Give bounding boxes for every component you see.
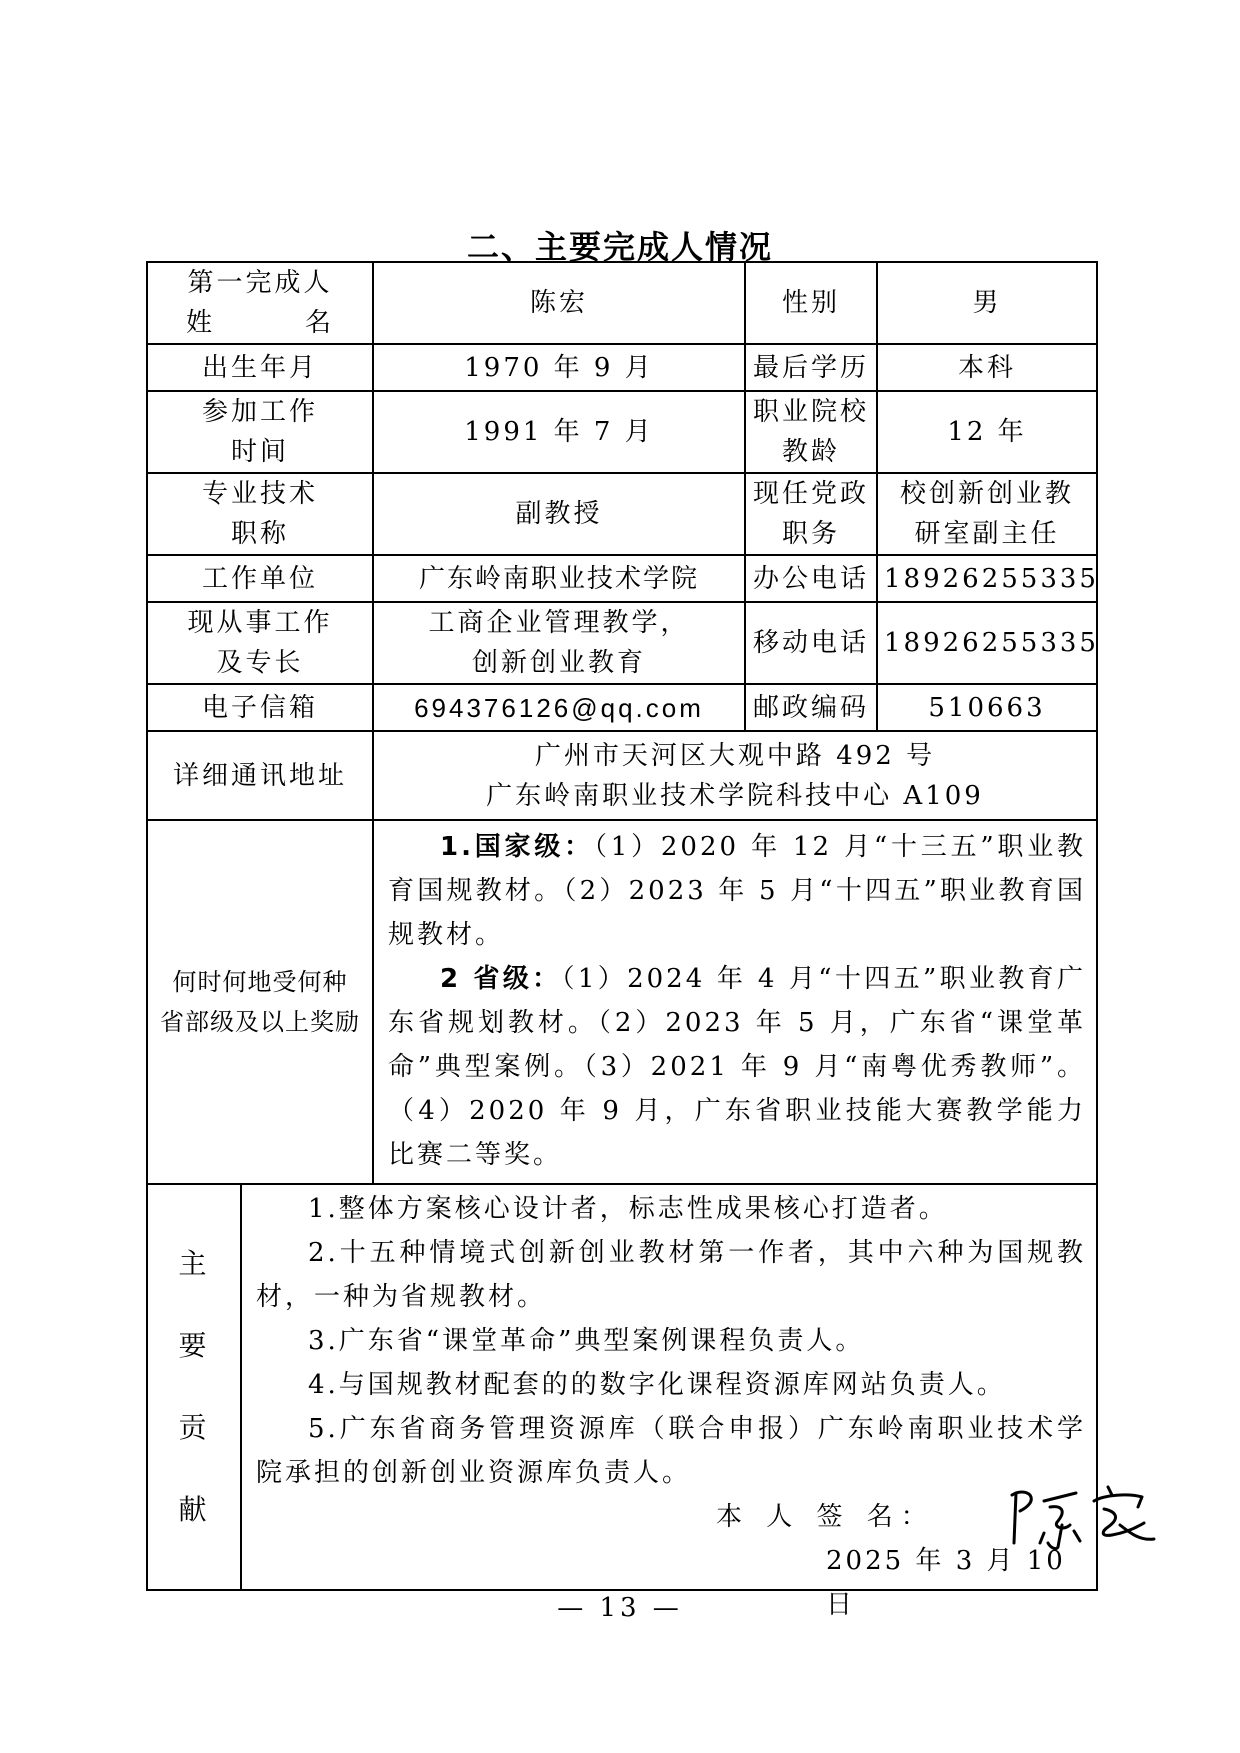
table-row <box>147 684 1097 731</box>
table-row <box>147 473 1097 555</box>
table-row <box>147 344 1097 391</box>
unit-label: 工作单位 <box>147 555 373 602</box>
name-label: 第一完成人 姓 名 <box>147 262 373 344</box>
education-value: 本科 <box>877 344 1097 391</box>
work-start-value: 1991 年 7 月 <box>373 391 745 473</box>
section-title: 二、主要完成人情况 <box>466 228 773 266</box>
signature-label: 本 人 签 名： <box>716 1502 935 1532</box>
postcode-value: 510663 <box>877 684 1097 731</box>
birth-label: 出生年月 <box>147 344 373 391</box>
signature-date: 2025 年 3 月 10 日 <box>826 1546 1066 1620</box>
postcode-label: 邮政编码 <box>745 684 877 731</box>
post-value: 校创新创业教 研室副主任 <box>877 473 1097 555</box>
contrib-label-char: 献 <box>178 1493 210 1526</box>
contrib-label-char: 主 <box>178 1247 210 1280</box>
awards-label: 何时何地受何种 省部级及以上奖励 <box>147 820 373 1184</box>
address-value: 广州市天河区大观中路 492 号 广东岭南职业技术学院科技中心 A109 <box>373 731 1097 820</box>
post-label: 现任党政 职务 <box>745 473 877 555</box>
teaching-years-value: 12 年 <box>877 391 1097 473</box>
awards-content <box>373 820 1097 1184</box>
teaching-years-label: 职业院校 教龄 <box>745 391 877 473</box>
national-heading: 1.国家级： <box>440 832 594 862</box>
birth-value: 1970 年 9 月 <box>373 344 745 391</box>
name-value: 陈宏 <box>373 262 745 344</box>
mobile-label: 移动电话 <box>745 602 877 684</box>
email-label: 电子信箱 <box>147 684 373 731</box>
table-row <box>147 555 1097 602</box>
provincial-awards: （1）2024 年 4 月“十四五”职业教育广东省规划教材。（2）2023 年 5 月，广东省“课堂革命”典型案例。（3）2021 年 9 月“南粤优秀教师”。（4）2020 年 9 月，广东省职业技能大赛教学能力比赛二等奖。 <box>388 964 1086 1170</box>
email-value: 694376126@qq.com <box>373 684 745 731</box>
current-work-label: 现从事工作 及专长 <box>147 602 373 684</box>
gender-label: 性别 <box>745 262 877 344</box>
address-label: 详细通讯地址 <box>147 731 373 820</box>
contribution-item: 5.广东省商务管理资源库（联合申报）广东岭南职业技术学院承担的创新创业资源库负责人。 <box>256 1414 1086 1488</box>
table-row <box>147 602 1097 684</box>
current-work-value: 工商企业管理教学， 创新创业教育 <box>373 602 745 684</box>
contribution-item: 4.与国规教材配套的的数字化课程资源库网站负责人。 <box>308 1370 1006 1400</box>
contrib-label-char: 要 <box>178 1329 210 1362</box>
contrib-label-char: 贡 <box>178 1411 210 1444</box>
page-number: — 13 — <box>557 1593 683 1623</box>
table-row <box>147 820 1097 1184</box>
contributions-label <box>147 1184 241 1590</box>
office-phone-label: 办公电话 <box>745 555 877 602</box>
contribution-item: 3.广东省“课堂革命”典型案例课程负责人。 <box>308 1326 865 1356</box>
mobile-value: 18926255335 <box>877 602 1097 684</box>
contribution-item: 2.十五种情境式创新创业教材第一作者，其中六种为国规教材，一种为省规教材。 <box>256 1238 1086 1312</box>
gender-value: 男 <box>877 262 1097 344</box>
contribution-item: 1.整体方案核心设计者，标志性成果核心打造者。 <box>308 1194 948 1224</box>
table-row <box>147 391 1097 473</box>
table-row <box>147 1184 1097 1590</box>
table-row <box>147 262 1097 344</box>
prof-title-value: 副教授 <box>373 473 745 555</box>
provincial-heading: 2 省级： <box>440 964 562 994</box>
work-start-label: 参加工作 时间 <box>147 391 373 473</box>
prof-title-label: 专业技术 职称 <box>147 473 373 555</box>
office-phone-value: 18926255335 <box>877 555 1097 602</box>
table-row <box>147 731 1097 820</box>
education-label: 最后学历 <box>745 344 877 391</box>
unit-value: 广东岭南职业技术学院 <box>373 555 745 602</box>
national-awards: （1）2020 年 12 月“十三五”职业教育国规教材。（2）2023 年 5 月“十四五”职业教育国规教材。 <box>388 832 1086 950</box>
